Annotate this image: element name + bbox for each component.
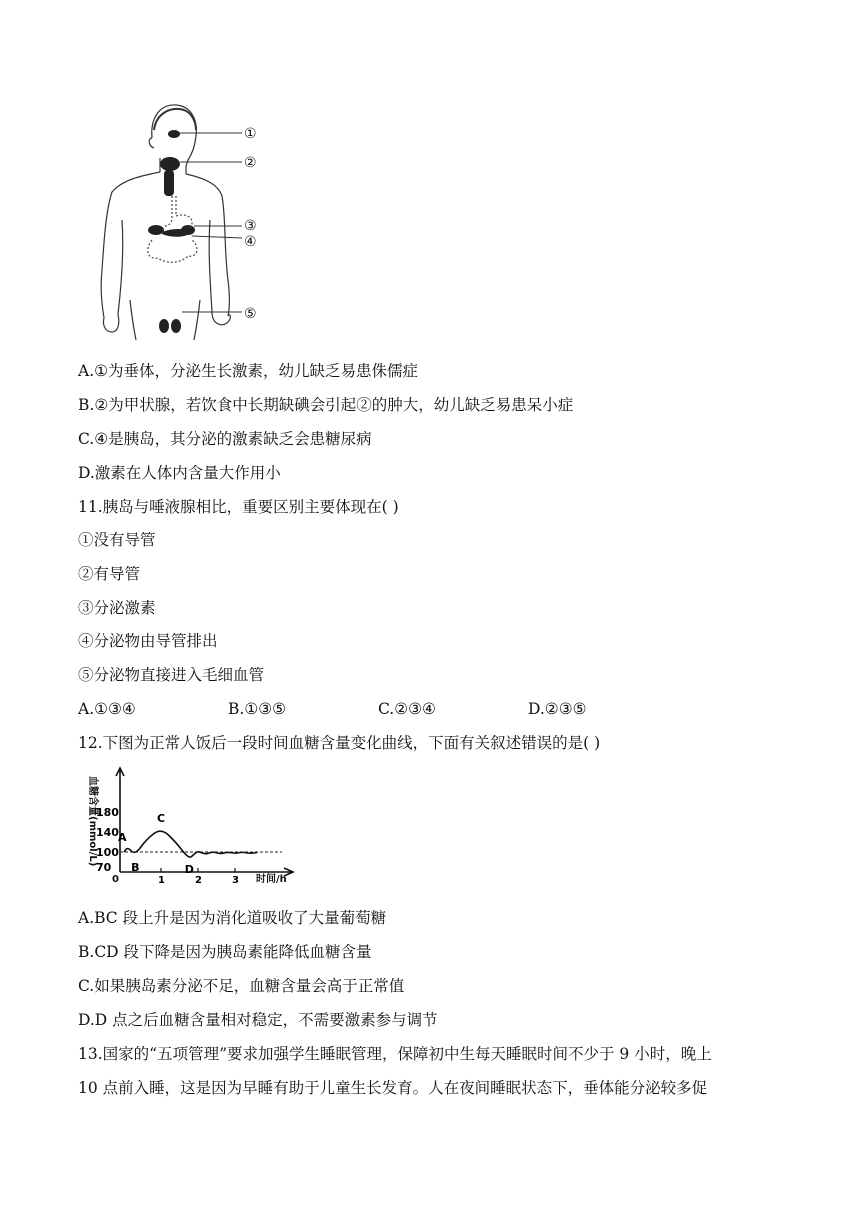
x-tick-label: 2: [195, 875, 202, 886]
x-tick-label: 3: [232, 875, 239, 886]
q11-option-a: A.①③④: [78, 700, 136, 718]
q10-option-d: D.激素在人体内含量大作用小: [78, 464, 281, 482]
point-label-c: C: [157, 812, 166, 825]
q11-stem: 11.胰岛与唾液腺相比，重要区别主要体现在( ): [78, 498, 399, 516]
y-tick-label: 100: [96, 846, 119, 859]
endocrine-body-figure: [92, 100, 272, 340]
q11-option-b: B.①③⑤: [228, 700, 287, 718]
q11-item-1: ①没有导管: [78, 531, 156, 549]
q11-item-4: ④分泌物由导管排出: [78, 632, 218, 650]
point-label-b: B: [131, 861, 140, 874]
point-label-a: A: [118, 831, 127, 844]
y-tick-label: 140: [96, 826, 119, 839]
y-axis-label: 血糖含量(mmol/L): [87, 776, 98, 867]
q11-option-c: C.②③④: [378, 700, 436, 718]
y-tick-label: 180: [96, 806, 119, 819]
y-tick-label: 70: [96, 861, 112, 874]
q12-option-c: C.如果胰岛素分泌不足，血糖含量会高于正常值: [78, 977, 405, 995]
label-5: ⑤: [244, 306, 257, 322]
q10-option-c: C.④是胰岛，其分泌的激素缺乏会患糖尿病: [78, 430, 372, 448]
blood-sugar-curve: [124, 831, 257, 857]
q11-item-5: ⑤分泌物直接进入毛细血管: [78, 666, 265, 684]
q11-item-3: ③分泌激素: [78, 599, 156, 617]
label-2: ②: [244, 155, 257, 171]
label-3: ③: [244, 218, 257, 234]
q12-stem: 12.下图为正常人饭后一段时间血糖含量变化曲线，下面有关叙述错误的是( ): [78, 734, 601, 752]
q13-line-2: 10 点前入睡，这是因为早睡有助于儿童生长发育。人在夜间睡眠状态下，垂体能分泌较多促: [78, 1079, 708, 1097]
q13-line-1: 13.国家的“五项管理”要求加强学生睡眠管理，保障初中生每天睡眠时间不少于 9 小时，晚上: [78, 1045, 712, 1063]
x-tick-label: 1: [158, 875, 165, 886]
q12-option-b: B.CD 段下降是因为胰岛素能降低血糖含量: [78, 943, 372, 961]
q12-option-d: D.D 点之后血糖含量相对稳定，不需要激素参与调节: [78, 1011, 438, 1029]
q11-option-d: D.②③⑤: [528, 700, 587, 718]
q11-item-2: ②有导管: [78, 565, 141, 583]
label-4: ④: [244, 234, 257, 250]
q12-option-a: A.BC 段上升是因为消化道吸收了大量葡萄糖: [78, 909, 387, 927]
q10-option-b: B.②为甲状腺，若饮食中长期缺碘会引起②的肿大，幼儿缺乏易患呆小症: [78, 396, 574, 414]
q10-option-a: A.①为垂体，分泌生长激素，幼儿缺乏易患侏儒症: [78, 362, 419, 380]
point-label-d: D: [184, 863, 194, 876]
x-axis-label: 时间/h: [256, 874, 287, 885]
blood-sugar-chart: [82, 764, 302, 890]
label-1: ①: [244, 126, 257, 142]
origin-label: 0: [112, 874, 119, 885]
